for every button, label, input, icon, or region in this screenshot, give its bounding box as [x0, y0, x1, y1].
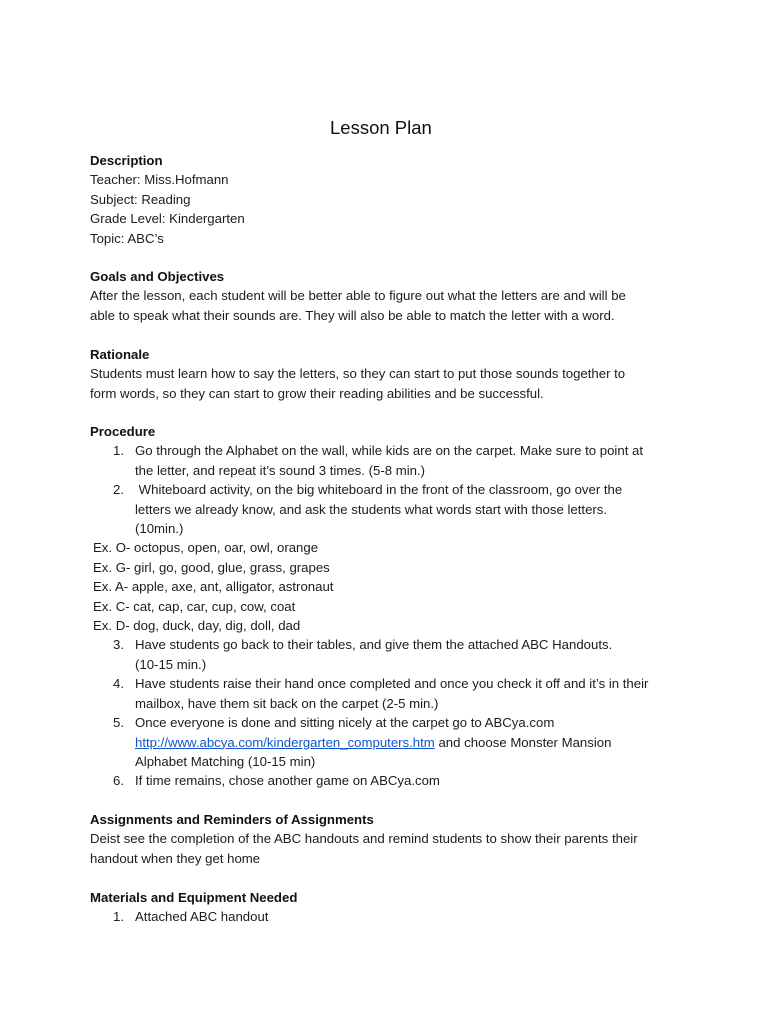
procedure-step	[90, 674, 690, 713]
item-number: 1.	[113, 909, 124, 925]
step-text-line: Have students go back to their tables, and give them the attached ABC Handouts.	[135, 637, 613, 653]
procedure-step	[90, 713, 690, 771]
step-text-line	[135, 733, 690, 752]
page-title: Lesson Plan	[330, 117, 432, 138]
subject-line: Subject: Reading	[90, 191, 191, 207]
rationale-heading: Rationale	[90, 347, 150, 362]
materials-section	[90, 888, 690, 927]
goals-section	[90, 267, 690, 325]
step-text-line: mailbox, have them sit back on the carpet (2-5 min.)	[135, 695, 439, 711]
goals-text-line: After the lesson, each student will be better able to figure out what the letters are and will be	[90, 288, 626, 304]
step-number: 2.	[113, 482, 124, 498]
example-line: Ex. C- cat, cap, car, cup, cow, coat	[93, 598, 296, 614]
grade-level-line: Grade Level: Kindergarten	[90, 211, 245, 227]
step-text-line: the letter, and repeat it’s sound 3 times. (5-8 min.)	[135, 462, 426, 478]
step-number: 3.	[113, 637, 124, 653]
procedure-step	[90, 635, 690, 674]
procedure-heading: Procedure	[90, 424, 156, 439]
goals-text-line: able to speak what their sounds are. They will also be able to match the letter with a word.	[90, 307, 615, 323]
materials-heading: Materials and Equipment Needed	[90, 890, 298, 905]
step-text-line: Whiteboard activity, on the big whiteboard in the front of the classroom, go over the	[135, 482, 623, 498]
step-number: 1.	[113, 443, 124, 459]
materials-item	[90, 907, 690, 926]
step-text-line: (10min.)	[135, 521, 184, 537]
rationale-text-line: form words, so they can start to grow their reading abilities and be successful.	[90, 385, 544, 401]
step-text-line: If time remains, chose another game on ABCya.com	[135, 773, 440, 789]
step-text-line: Alphabet Matching (10-15 min)	[135, 753, 316, 769]
procedure-step	[90, 771, 690, 790]
step-number: 4.	[113, 676, 124, 692]
topic-line: Topic: ABC’s	[90, 230, 164, 246]
assignments-section	[90, 810, 690, 868]
rationale-section	[90, 345, 690, 403]
assignments-text-line: handout when they get home	[90, 850, 261, 866]
procedure-step	[90, 441, 690, 480]
example-line: Ex. G- girl, go, good, glue, grass, grapes	[93, 559, 330, 575]
step-text-line: letters we already know, and ask the students what words start with those letters.	[135, 501, 608, 517]
item-text: Attached ABC handout	[135, 909, 269, 925]
teacher-line: Teacher: Miss.Hofmann	[90, 172, 229, 188]
step-number: 6.	[113, 773, 124, 789]
description-heading: Description	[90, 153, 163, 168]
step-number: 5.	[113, 715, 124, 731]
step-text-line: Have students raise their hand once completed and once you check it off and it’s in their	[135, 676, 649, 692]
link-trailing-text: and choose Monster Mansion	[434, 734, 612, 750]
abcya-link[interactable]: http://www.abcya.com/kindergarten_computers.htm	[135, 734, 435, 750]
example-line: Ex. D- dog, duck, day, dig, doll, dad	[93, 618, 301, 634]
step-text-line: (10-15 min.)	[135, 656, 207, 672]
example-line: Ex. O- octopus, open, oar, owl, orange	[93, 540, 319, 556]
example-line: Ex. A- apple, axe, ant, alligator, astronaut	[93, 579, 334, 595]
goals-heading: Goals and Objectives	[90, 269, 225, 284]
assignments-heading: Assignments and Reminders of Assignments	[90, 812, 374, 827]
step-text-line: Once everyone is done and sitting nicely at the carpet go to ABCya.com	[135, 715, 555, 731]
assignments-text-line: Deist see the completion of the ABC handouts and remind students to show their parents their	[90, 831, 638, 847]
step-text-line: Go through the Alphabet on the wall, while kids are on the carpet. Make sure to point at	[135, 443, 644, 459]
description-section	[90, 151, 690, 248]
procedure-section	[90, 422, 690, 791]
procedure-step	[90, 480, 690, 538]
rationale-text-line: Students must learn how to say the letters, so they can start to put those sounds together to	[90, 366, 626, 382]
